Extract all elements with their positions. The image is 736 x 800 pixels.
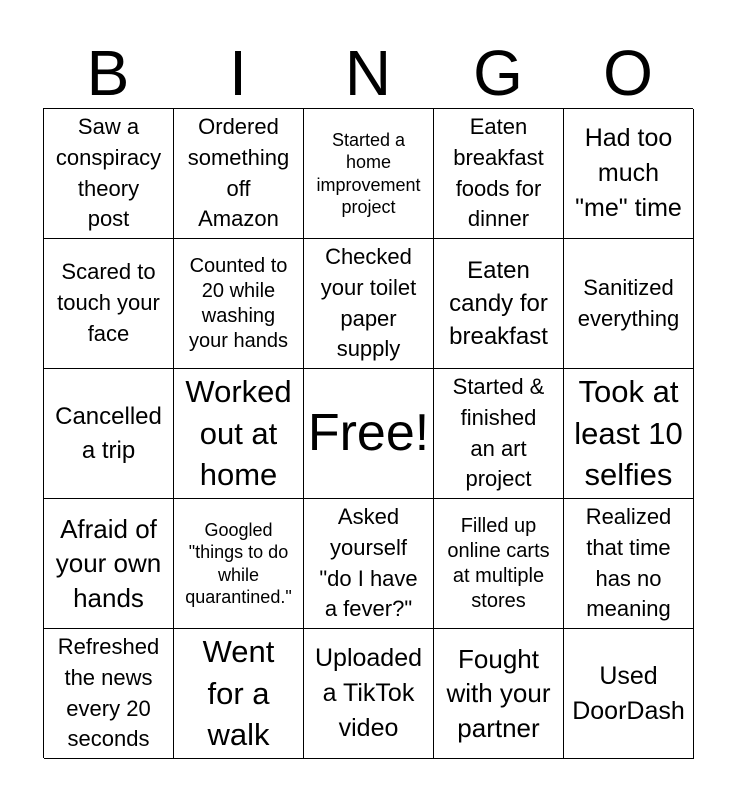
bingo-cell-r4-c4[interactable]: Filled up online carts at multiple stores bbox=[434, 499, 564, 629]
bingo-cell-r2-c1[interactable]: Scared to touch your face bbox=[44, 239, 174, 369]
header-letter-n: N bbox=[344, 37, 392, 109]
bingo-cell-r1-c2[interactable]: Ordered something off Amazon bbox=[174, 109, 304, 239]
bingo-cell-r5-c3[interactable]: Uploaded a TikTok video bbox=[304, 629, 434, 759]
bingo-cell-r5-c2[interactable]: Went for a walk bbox=[174, 629, 304, 759]
bingo-cell-r5-c5[interactable]: Used DoorDash bbox=[564, 629, 694, 759]
bingo-header bbox=[43, 38, 693, 108]
bingo-cell-r3-c5[interactable]: Took at least 10 selfies bbox=[564, 369, 694, 499]
header-letter-i: I bbox=[229, 37, 247, 109]
bingo-cell-r4-c3[interactable]: Asked yourself "do I have a fever?" bbox=[304, 499, 434, 629]
header-letter-o: O bbox=[603, 37, 653, 109]
bingo-cell-r4-c5[interactable]: Realized that time has no meaning bbox=[564, 499, 694, 629]
bingo-cell-r3-c2[interactable]: Worked out at home bbox=[174, 369, 304, 499]
bingo-cell-r3-c1[interactable]: Cancelled a trip bbox=[44, 369, 174, 499]
bingo-cell-r5-c1[interactable]: Refreshed the news every 20 seconds bbox=[44, 629, 174, 759]
bingo-cell-r1-c5[interactable]: Had too much "me" time bbox=[564, 109, 694, 239]
bingo-cell-r2-c5[interactable]: Sanitized everything bbox=[564, 239, 694, 369]
bingo-grid bbox=[43, 108, 693, 758]
bingo-cell-r4-c1[interactable]: Afraid of your own hands bbox=[44, 499, 174, 629]
header-letter-b: B bbox=[86, 37, 130, 109]
bingo-cell-r4-c2[interactable]: Googled "things to do while quarantined." bbox=[174, 499, 304, 629]
bingo-cell-r2-c2[interactable]: Counted to 20 while washing your hands bbox=[174, 239, 304, 369]
header-letter-g: G bbox=[473, 37, 523, 109]
bingo-cell-r2-c3[interactable]: Checked your toilet paper supply bbox=[304, 239, 434, 369]
bingo-free-space[interactable]: Free! bbox=[304, 369, 434, 499]
bingo-cell-r1-c4[interactable]: Eaten breakfast foods for dinner bbox=[434, 109, 564, 239]
bingo-cell-r3-c4[interactable]: Started & finished an art project bbox=[434, 369, 564, 499]
bingo-cell-r5-c4[interactable]: Fought with your partner bbox=[434, 629, 564, 759]
bingo-cell-r1-c3[interactable]: Started a home improvement project bbox=[304, 109, 434, 239]
bingo-cell-r2-c4[interactable]: Eaten candy for breakfast bbox=[434, 239, 564, 369]
bingo-cell-r1-c1[interactable]: Saw a conspiracy theory post bbox=[44, 109, 174, 239]
